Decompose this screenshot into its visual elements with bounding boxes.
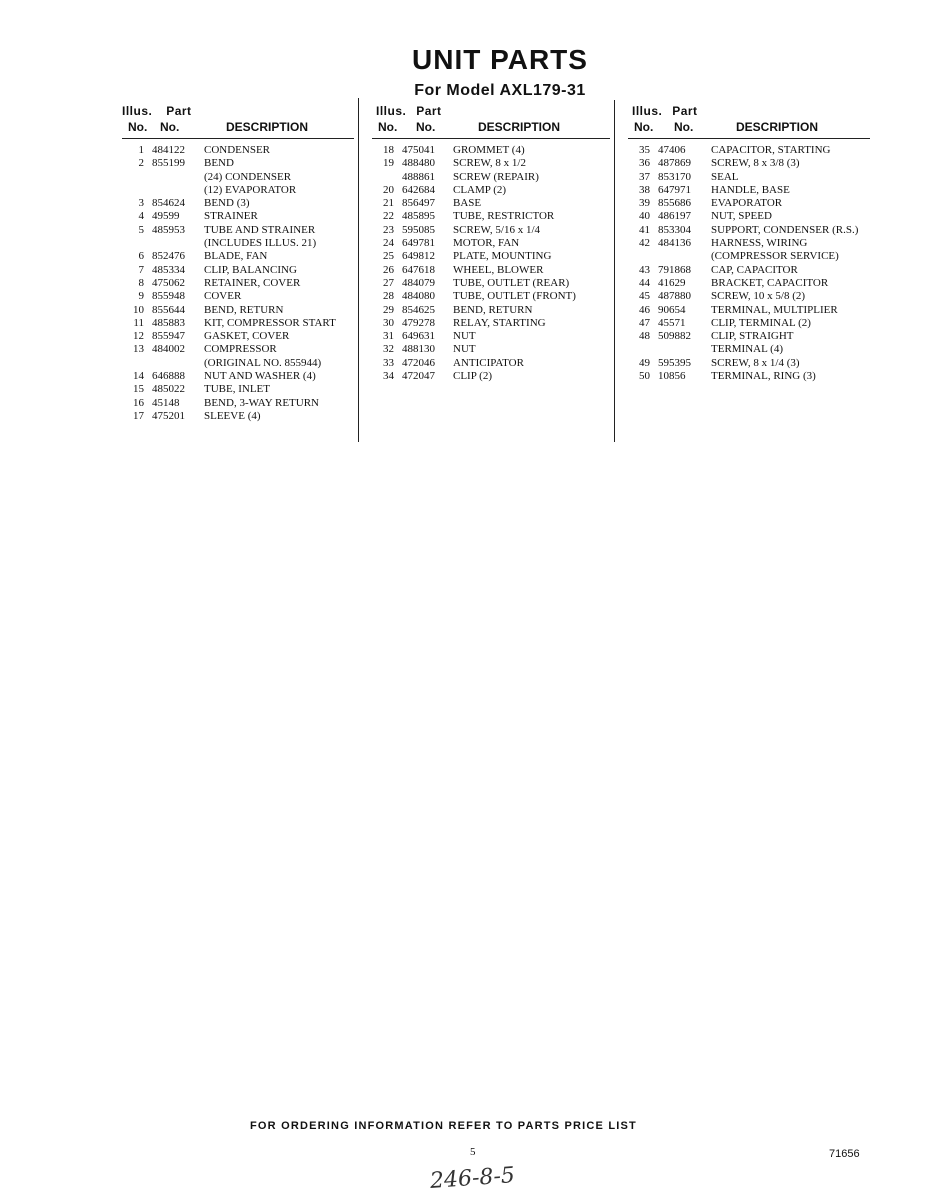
- part-description: SCREW (REPAIR): [453, 170, 539, 183]
- handwritten-note: 246-8-5: [429, 1163, 516, 1194]
- part-number: 853304: [658, 223, 691, 236]
- part-number: 49599: [152, 210, 180, 223]
- part-number: 484079: [402, 276, 435, 289]
- part-number: 791868: [658, 263, 691, 276]
- part-no-header: No.: [416, 120, 436, 134]
- part-description: TERMINAL, RING (3): [711, 370, 816, 383]
- illus-number: 7: [138, 263, 144, 276]
- part-description: HARNESS, WIRING: [711, 237, 808, 250]
- header-rule: [628, 138, 870, 139]
- part-header: Part: [672, 104, 698, 118]
- part-description: CLIP, TERMINAL (2): [711, 316, 811, 329]
- part-description: BEND (3): [204, 197, 250, 210]
- illus-number: 26: [383, 263, 394, 276]
- illus-number: 24: [383, 237, 394, 250]
- part-description: CLIP (2): [453, 370, 493, 383]
- part-description: TUBE, OUTLET (REAR): [453, 276, 570, 289]
- illus-number: 33: [383, 356, 394, 369]
- ordering-note: FOR ORDERING INFORMATION REFER TO PARTS PRICE LIST: [250, 1120, 637, 1132]
- column-divider: [358, 98, 359, 442]
- illus-number: 14: [133, 370, 144, 383]
- part-number: 487880: [658, 290, 691, 303]
- illus-number: 46: [639, 303, 650, 316]
- no-header: No.: [378, 120, 398, 134]
- part-number: 854625: [402, 303, 435, 316]
- illus-number: 1: [138, 144, 144, 156]
- part-description: TUBE AND STRAINER: [204, 223, 316, 236]
- illus-number: 3: [138, 197, 144, 210]
- part-description: TUBE, INLET: [204, 383, 270, 396]
- part-description: BASE: [453, 197, 482, 210]
- illus-number: 19: [383, 157, 394, 170]
- part-number: 47406: [658, 144, 686, 156]
- part-description: SCREW, 8 x 1/4 (3): [711, 356, 800, 369]
- illus-number: 5: [138, 223, 144, 236]
- illus-number: 12: [133, 330, 144, 343]
- part-number: 479278: [402, 316, 435, 329]
- part-description: TERMINAL, MULTIPLIER: [711, 303, 838, 316]
- part-number: 45571: [658, 316, 686, 329]
- illus-number: 20: [383, 183, 394, 196]
- illus-number: 13: [133, 343, 144, 356]
- part-description: BRACKET, CAPACITOR: [711, 276, 829, 289]
- part-number: 472046: [402, 356, 435, 369]
- illus-number: 45: [639, 290, 650, 303]
- illus-number: 43: [639, 263, 650, 276]
- part-description: SCREW, 8 x 1/2: [453, 157, 526, 170]
- part-number: 472047: [402, 370, 435, 383]
- part-number: 475201: [152, 409, 185, 422]
- part-number: 486197: [658, 210, 691, 223]
- part-description: SCREW, 8 x 3/8 (3): [711, 157, 800, 170]
- illus-number: 28: [383, 290, 394, 303]
- illus-header: Illus.: [122, 104, 153, 118]
- description-header: DESCRIPTION: [226, 120, 309, 134]
- header-rule: [122, 138, 354, 139]
- illus-number: 21: [383, 197, 394, 210]
- part-number: 45148: [152, 396, 180, 409]
- part-description: PLATE, MOUNTING: [453, 250, 552, 263]
- part-number: 853170: [658, 170, 691, 183]
- part-description: (ORIGINAL NO. 855944): [204, 356, 322, 369]
- part-number: 646888: [152, 370, 185, 383]
- part-number: 595395: [658, 356, 691, 369]
- part-number: 856497: [402, 197, 435, 210]
- model-subtitle: For Model AXL179-31: [414, 82, 586, 99]
- part-description: TUBE, OUTLET (FRONT): [453, 290, 576, 303]
- part-description: RELAY, STARTING: [453, 316, 546, 329]
- part-number: 41629: [658, 276, 686, 289]
- illus-number: 35: [639, 144, 650, 156]
- part-description: (24) CONDENSER: [204, 170, 292, 183]
- illus-number: 30: [383, 316, 394, 329]
- part-number: 485895: [402, 210, 435, 223]
- part-description: STRAINER: [204, 210, 258, 223]
- document-number: 71656: [829, 1148, 860, 1160]
- part-number: 855686: [658, 197, 691, 210]
- part-number: 855948: [152, 290, 185, 303]
- illus-number: 10: [133, 303, 144, 316]
- part-description: TUBE, RESTRICTOR: [453, 210, 555, 223]
- illus-number: 37: [639, 170, 650, 183]
- part-description: NUT AND WASHER (4): [204, 370, 316, 383]
- part-description: KIT, COMPRESSOR START: [204, 316, 336, 329]
- page-number: 5: [470, 1146, 476, 1158]
- part-number: 487869: [658, 157, 691, 170]
- part-number: 647971: [658, 183, 691, 196]
- part-description: (COMPRESSOR SERVICE): [711, 250, 839, 263]
- part-description: BEND, RETURN: [204, 303, 284, 316]
- part-number: 855947: [152, 330, 185, 343]
- header-rule: [372, 138, 610, 139]
- parts-column-2: [372, 100, 610, 383]
- illus-number: 9: [138, 290, 144, 303]
- part-description: SUPPORT, CONDENSER (R.S.): [711, 223, 859, 236]
- part-number: 484002: [152, 343, 185, 356]
- illus-number: 22: [383, 210, 394, 223]
- illus-number: 32: [383, 343, 394, 356]
- part-description: NUT: [453, 330, 476, 343]
- illus-number: 25: [383, 250, 394, 263]
- part-description: BEND, RETURN: [453, 303, 533, 316]
- part-description: ANTICIPATOR: [453, 356, 524, 369]
- part-number: 475062: [152, 276, 185, 289]
- part-number: 642684: [402, 183, 435, 196]
- part-no-header: No.: [674, 120, 694, 134]
- page-title: UNIT PARTS: [412, 44, 588, 75]
- part-description: CAPACITOR, STARTING: [711, 144, 831, 156]
- illus-number: 39: [639, 197, 650, 210]
- part-number: 595085: [402, 223, 435, 236]
- column-header: [372, 100, 610, 138]
- column-header: [628, 100, 870, 138]
- illus-number: 44: [639, 276, 650, 289]
- column-header: [122, 100, 354, 138]
- illus-number: 18: [383, 144, 394, 156]
- part-number: 854624: [152, 197, 185, 210]
- part-no-header: No.: [160, 120, 180, 134]
- illus-number: 47: [639, 316, 650, 329]
- part-number: 475041: [402, 144, 435, 156]
- part-description: BEND, 3-WAY RETURN: [204, 396, 319, 409]
- illus-number: 36: [639, 157, 650, 170]
- part-description: CLIP, BALANCING: [204, 263, 297, 276]
- illus-number: 40: [639, 210, 650, 223]
- illus-number: 49: [639, 356, 650, 369]
- part-description: SEAL: [711, 170, 739, 183]
- description-header: DESCRIPTION: [736, 120, 819, 134]
- part-description: GROMMET (4): [453, 144, 525, 156]
- part-number: 488130: [402, 343, 435, 356]
- part-number: 649781: [402, 237, 435, 250]
- part-description: (INCLUDES ILLUS. 21): [204, 237, 317, 250]
- part-number: 485334: [152, 263, 185, 276]
- part-description: HANDLE, BASE: [711, 183, 790, 196]
- illus-number: 29: [383, 303, 394, 316]
- illus-number: 16: [133, 396, 144, 409]
- illus-number: 2: [138, 157, 144, 170]
- part-description: CLAMP (2): [453, 183, 507, 196]
- part-number: 852476: [152, 250, 185, 263]
- illus-number: 41: [639, 223, 650, 236]
- part-description: GASKET, COVER: [204, 330, 290, 343]
- part-number: 488480: [402, 157, 435, 170]
- illus-number: 27: [383, 276, 394, 289]
- part-description: TERMINAL (4): [711, 343, 783, 356]
- part-description: BEND: [204, 157, 234, 170]
- part-description: SCREW, 10 x 5/8 (2): [711, 290, 806, 303]
- part-description: SLEEVE (4): [204, 409, 261, 422]
- part-number: 855199: [152, 157, 185, 170]
- part-description: NUT: [453, 343, 476, 356]
- illus-number: 48: [639, 330, 650, 343]
- part-number: 649812: [402, 250, 435, 263]
- part-number: 488861: [402, 170, 435, 183]
- part-number: 484136: [658, 237, 691, 250]
- illus-header: Illus.: [632, 104, 663, 118]
- part-number: 484080: [402, 290, 435, 303]
- illus-number: 6: [138, 250, 144, 263]
- illus-number: 50: [639, 370, 650, 383]
- part-number: 649631: [402, 330, 435, 343]
- part-description: NUT, SPEED: [711, 210, 772, 223]
- parts-column-1: [122, 100, 354, 422]
- illus-number: 34: [383, 370, 394, 383]
- illus-number: 4: [138, 210, 144, 223]
- illus-number: 11: [133, 316, 144, 329]
- part-number: 485022: [152, 383, 185, 396]
- part-description: SCREW, 5/16 x 1/4: [453, 223, 540, 236]
- part-number: 509882: [658, 330, 691, 343]
- no-header: No.: [634, 120, 654, 134]
- part-number: 485953: [152, 223, 185, 236]
- part-description: EVAPORATOR: [711, 197, 783, 210]
- illus-number: 15: [133, 383, 144, 396]
- part-number: 855644: [152, 303, 185, 316]
- part-description: (12) EVAPORATOR: [204, 183, 297, 196]
- part-description: COVER: [204, 290, 242, 303]
- illus-number: 23: [383, 223, 394, 236]
- illus-number: 31: [383, 330, 394, 343]
- part-description: RETAINER, COVER: [204, 276, 301, 289]
- column-divider: [614, 100, 615, 442]
- illus-number: 17: [133, 409, 144, 422]
- part-description: CLIP, STRAIGHT: [711, 330, 794, 343]
- no-header: No.: [128, 120, 148, 134]
- part-number: 484122: [152, 144, 185, 156]
- part-number: 485883: [152, 316, 185, 329]
- part-header: Part: [166, 104, 192, 118]
- part-description: CONDENSER: [204, 144, 271, 156]
- illus-header: Illus.: [376, 104, 407, 118]
- illus-number: 42: [639, 237, 650, 250]
- part-header: Part: [416, 104, 442, 118]
- description-header: DESCRIPTION: [478, 120, 561, 134]
- parts-column-3: [628, 100, 870, 383]
- part-description: WHEEL, BLOWER: [453, 263, 544, 276]
- part-description: COMPRESSOR: [204, 343, 277, 356]
- part-number: 647618: [402, 263, 435, 276]
- part-description: BLADE, FAN: [204, 250, 268, 263]
- part-description: CAP, CAPACITOR: [711, 263, 798, 276]
- part-description: MOTOR, FAN: [453, 237, 520, 250]
- part-number: 10856: [658, 370, 686, 383]
- illus-number: 38: [639, 183, 650, 196]
- illus-number: 8: [138, 276, 144, 289]
- part-number: 90654: [658, 303, 686, 316]
